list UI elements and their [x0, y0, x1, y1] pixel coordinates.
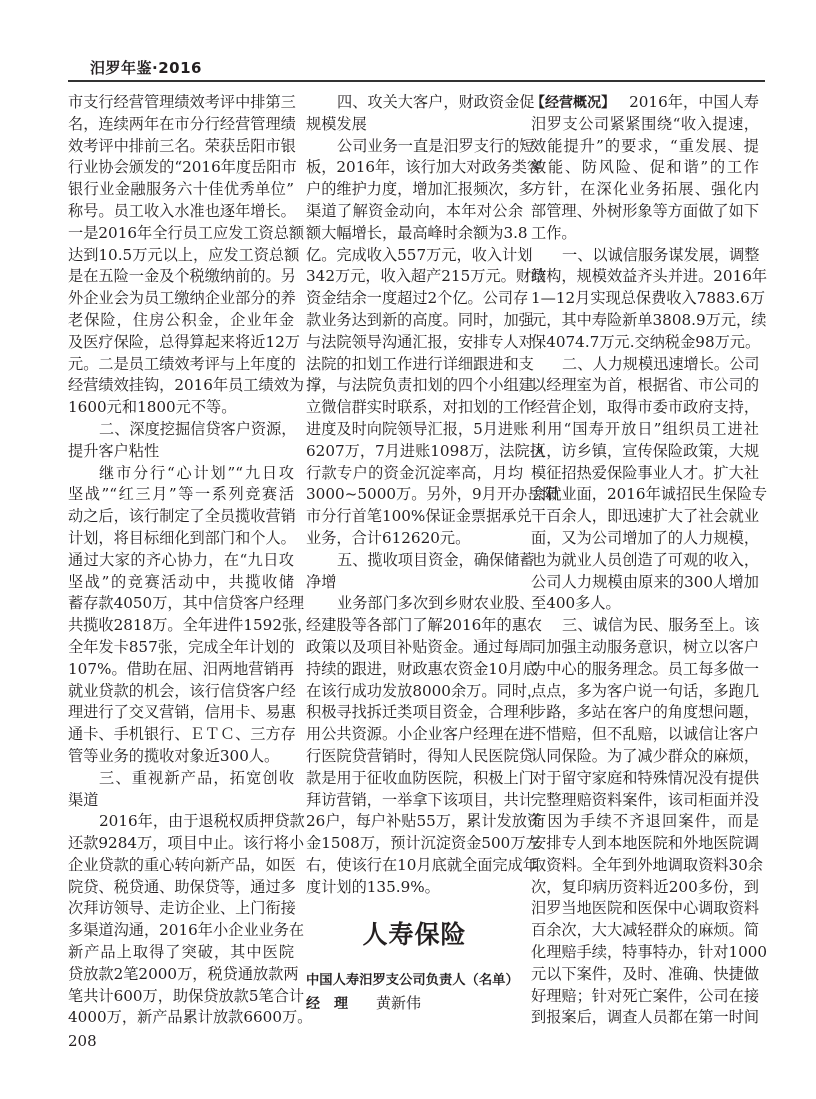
text-line [68, 288, 294, 310]
text-line [306, 506, 532, 528]
text-line [68, 1007, 313, 1029]
line-text: 公司人力规模由原来的300人增加 [531, 572, 759, 591]
line-text: 及医疗保险，总得算起来将近12万 [68, 332, 300, 351]
line-text: 院贷、税贷通、助保贷等，通过多 [68, 877, 296, 896]
line-text: 坚战”的竞赛活动中，共揽收储 [68, 572, 294, 591]
line-text: 区，访乡镇，宣传保险政策，大规 [531, 441, 759, 460]
line-text: 渠道 [68, 790, 99, 809]
header-rule [68, 80, 765, 82]
text-line [306, 223, 528, 245]
line-text: 保4074.7万元.交纳税金98万元。 [531, 332, 761, 351]
text-line [306, 114, 523, 136]
line-text: 资金结余一度超过2个亿。公司存 [306, 289, 529, 308]
line-text: 提升客户粘性 [68, 441, 160, 460]
text-line [306, 877, 523, 899]
paragraph [306, 593, 543, 898]
paragraph [531, 92, 759, 245]
text-line [531, 637, 759, 659]
text-line [306, 266, 547, 288]
line-text: 部管理、外树形象等方面做了如下 [531, 201, 759, 220]
line-text: 到报案后，调查人员都在第一时间 [531, 1008, 759, 1027]
text-line [531, 593, 759, 615]
line-text: 市分行首笔100%保证金票据承兑 [306, 507, 532, 526]
roster [306, 970, 523, 1015]
text-line [531, 1007, 759, 1029]
text-line [531, 484, 768, 506]
line-text: 一、以诚信服务谋发展，调整 [562, 245, 760, 264]
text-line [531, 920, 759, 942]
line-text: 法院的扣划工作进行详细跟进和支 [306, 354, 534, 373]
text-line [531, 245, 759, 267]
text-line [306, 332, 534, 354]
text-line [531, 179, 759, 201]
line-text: 经营企划，取得市委市政府支持， [531, 398, 759, 417]
line-text: 市支行经营管理绩效考评中排第三 [68, 93, 296, 111]
paragraph [68, 463, 313, 768]
text-line [531, 419, 759, 441]
text-column-3 [531, 92, 768, 1029]
line-text: 安排专人到本地医院和外地医院调 [531, 834, 759, 853]
text-line [531, 659, 759, 681]
line-text: 2016年，中国人寿 [629, 93, 759, 111]
text-line [68, 441, 294, 463]
line-text: 款是用于征收血防医院，积极上门 [306, 768, 534, 787]
line-text: 笔共计600万，助保贷放款5笔合计 [68, 986, 305, 1005]
text-line [306, 397, 534, 419]
line-text: 进度及时向院领导汇报，5月进账 [306, 419, 529, 438]
text-line [68, 898, 294, 920]
line-text: 业务部门多次到乡财农业股、 [337, 594, 535, 613]
text-line [68, 114, 294, 136]
line-text: 方针，在深化业务拓展、强化内 [531, 180, 759, 199]
text-line [306, 572, 523, 594]
line-text: 4000万，新产品累计放款6600万。 [68, 1008, 313, 1027]
text-line [531, 310, 767, 332]
text-line [68, 572, 294, 594]
line-text: 司加强主动服务意识，树立以客户 [531, 637, 759, 656]
paragraph [306, 550, 535, 594]
text-line [531, 768, 759, 790]
text-line [68, 92, 294, 114]
line-text: 外企业会为员工缴纳企业部分的养 [68, 289, 296, 308]
text-line [531, 157, 759, 179]
line-text: 称号。员工收入水准也逐年增长。 [68, 201, 296, 220]
line-text: 有因为手续不齐退回案件，而是 [531, 812, 759, 831]
text-line [68, 419, 297, 441]
text-line [306, 179, 534, 201]
line-text: 107%。借助在屈、汨两地营销再 [68, 659, 294, 678]
text-line [531, 790, 759, 812]
line-text: 一是2016年全行员工应发工资总额 [68, 223, 305, 242]
line-text: 经营绩效挂钩，2016年员工绩效为 [68, 376, 305, 395]
text-line [306, 659, 538, 681]
text-line [531, 855, 763, 877]
text-line [531, 681, 759, 703]
line-text: 汨罗支公司紧紧围绕“收入提速， [531, 114, 759, 133]
text-line [68, 855, 294, 877]
text-line [531, 223, 759, 245]
line-text: 效能、防风险、促和谐”的工作 [531, 158, 759, 177]
text-column-2 [306, 92, 558, 898]
line-text: 也为就业人员创造了可观的收入， [531, 550, 759, 569]
text-line [306, 637, 534, 659]
text-line [531, 615, 759, 637]
text-line [531, 746, 759, 768]
text-line [68, 790, 294, 812]
text-line [531, 266, 768, 288]
text-line [68, 659, 294, 681]
text-line [68, 768, 294, 790]
text-line [68, 397, 294, 419]
line-text: 还款9284万，项目中止。该行将小 [68, 834, 305, 853]
line-text: 达到10.5万元以上，应发工资总额 [68, 245, 300, 264]
line-text: 2016年，由于退税权质押贷款 [99, 812, 305, 831]
line-text: 认同保险。为了减少群众的麻烦， [531, 746, 759, 765]
paragraph [68, 419, 297, 463]
line-text: 二、人力规模迅速增长。公司 [562, 354, 760, 373]
line-text: 款业务达到新的高度。同时，加强 [306, 310, 534, 329]
paragraph [306, 136, 558, 550]
page-number: 208 [68, 1032, 97, 1050]
line-text: 全年发卡857张，完成全年计划的 [68, 637, 295, 656]
line-text: 五、揽收项目资金，确保储蓄 [337, 550, 535, 569]
line-text: 对于留守家庭和特殊情况没有提供 [531, 768, 759, 787]
line-text: 金1508万，预计沉淀资金500万左 [306, 834, 541, 853]
line-text: 模征招热爱保险事业人才。扩大社 [531, 463, 759, 482]
line-text: 新产品上取得了突破，其中医院 [68, 943, 294, 962]
line-text: 用公共资源。小企业客户经理在进 [306, 725, 534, 744]
line-text: 三、重视新产品，拓宽创收 [99, 768, 294, 787]
line-text: 多渠道沟通，2016年小企业业务在 [68, 921, 305, 940]
text-line [306, 419, 529, 441]
line-text: 3000~5000万。另外，9月开办岳阳 [306, 485, 558, 504]
line-text: 规模发展 [306, 114, 367, 133]
text-line [68, 942, 294, 964]
text-line [531, 877, 759, 899]
text-line [68, 223, 305, 245]
text-line [306, 310, 534, 332]
line-text: 为中心的服务理念。员工每多做一 [531, 659, 759, 678]
line-text: 次拜访领导、走访企业、上门衔接 [68, 899, 296, 918]
line-text: 6207万，7月进账1098万，法院执 [306, 441, 545, 460]
paragraph [68, 811, 313, 1029]
line-text: 是在五险一金及个税缴纳前的。另 [68, 267, 296, 286]
line-text: 面，又为公司增加了的人力规模， [531, 528, 759, 547]
text-line [531, 964, 759, 986]
text-line [306, 528, 523, 550]
text-line [531, 288, 766, 310]
text-line [306, 375, 534, 397]
text-line [68, 550, 294, 572]
roster-role: 经理 [306, 996, 362, 1012]
line-text: 老保险，住房公积金，企业年金 [68, 310, 294, 329]
line-text: 342万元，收入超产215万元。财政 [306, 267, 547, 286]
line-text: 汨罗当地医院和医保中心调取资料 [531, 899, 759, 918]
line-text: 动之后，该行制定了全员揽收营销 [68, 507, 296, 526]
line-text: 四、攻关大客户，财政资金促 [337, 93, 535, 111]
line-text: 业务，合计612620元。 [306, 528, 471, 547]
text-line [306, 702, 534, 724]
text-line [531, 724, 759, 746]
paragraph [68, 768, 294, 812]
text-line [306, 746, 534, 768]
text-line [306, 855, 538, 877]
line-text: 户的维护力度，增加汇报频次，多 [306, 180, 534, 199]
text-line [531, 898, 759, 920]
text-line [531, 986, 759, 1008]
text-line [531, 550, 759, 572]
text-line [531, 92, 759, 114]
roster-name: 黄新伟 [376, 994, 422, 1012]
line-text: 在该行成功发放8000余万。同时， [306, 681, 543, 700]
roster-row [306, 992, 523, 1015]
text-line [68, 354, 294, 376]
text-line [531, 528, 759, 550]
line-text: 坚战”“红三月”等一系列竞赛活 [68, 485, 294, 504]
line-text: 通卡、手机银行、ＥＴＣ、三方存 [68, 725, 296, 744]
line-text: 右，使该行在10月底就全面完成年 [306, 855, 538, 874]
line-text: 渠道了解资金动向，本年对公余 [306, 201, 523, 220]
line-text: 会就业面，2016年诚招民生保险专 [531, 485, 768, 504]
line-text: 化理赔手续，特事特办，针对1000 [531, 943, 768, 962]
line-text: 计划，将目标细化到部门和个人。 [68, 528, 296, 547]
line-text: 利用“国寿开放日”组织员工进社 [531, 419, 759, 438]
line-text: 共揽收2818万。全年进件1592张， [68, 616, 313, 635]
line-text: 蓄存款4050万，其中信贷客户经理 [68, 594, 305, 613]
text-line [68, 375, 305, 397]
line-text: 理进行了交叉营销，信用卡、易惠 [68, 703, 296, 722]
text-line [531, 354, 759, 376]
text-line [531, 114, 759, 136]
text-line [531, 811, 759, 833]
line-text: 次，复印病历资料近200多份，到 [531, 877, 759, 896]
line-text: 至400多人。 [531, 594, 621, 613]
line-text: 26户，每户补贴55万，累计发放资 [306, 812, 543, 831]
text-line [306, 550, 535, 572]
text-line [306, 768, 534, 790]
text-line [531, 375, 759, 397]
line-text: 1600元和1800元不等。 [68, 398, 237, 417]
paragraph [531, 615, 768, 1029]
text-line [306, 681, 543, 703]
paragraph [68, 92, 305, 419]
text-line [68, 702, 294, 724]
text-line [306, 615, 543, 637]
line-text: 行业协会颁发的“2016年度岳阳市 [68, 158, 297, 177]
line-text: 干百余人，即迅速扩大了社会就业 [531, 507, 759, 526]
section-title: 人寿保险 [362, 920, 467, 949]
text-line [306, 463, 523, 485]
text-line [68, 637, 294, 659]
text-line [68, 463, 294, 485]
text-line [68, 310, 294, 332]
text-line [306, 833, 541, 855]
line-text: 百余次，大大减轻群众的麻烦。简 [531, 921, 759, 940]
section-lead-label: 【经营概况】 [531, 95, 616, 111]
text-line [68, 245, 300, 267]
line-text: 管等业务的揽收对象近300人。 [68, 746, 280, 765]
line-text: 结构，规模效益齐头并进。2016年 [531, 267, 768, 286]
text-line [68, 746, 294, 768]
text-line [306, 354, 534, 376]
line-text: 1—12月实现总保费收入7883.6万 [531, 289, 766, 308]
line-text: 继市分行“心计划”“九日攻 [99, 463, 294, 482]
line-text: 公司业务一直是汨罗支行的短 [337, 136, 535, 155]
text-line [68, 201, 294, 223]
text-line [306, 201, 523, 223]
text-line [531, 506, 759, 528]
roster-title: 中国人寿汨罗支公司负责人（名单） [306, 973, 519, 988]
text-line [68, 724, 294, 746]
text-line [531, 572, 759, 594]
text-line [306, 593, 535, 615]
text-line [531, 441, 759, 463]
line-text: 板，2016年，该行加大对政务类客 [306, 158, 543, 177]
line-text: 不惜赔，但不乱赔，以诚信让客户 [531, 725, 759, 744]
text-line [531, 463, 759, 485]
line-text: 行医院贷营销时，得知人民医院贷 [306, 746, 534, 765]
line-text: 行款专户的资金沉淀率高，月均 [306, 463, 523, 482]
text-line [68, 179, 294, 201]
line-text: 以经理室为首，根据省、市公司的 [531, 376, 759, 395]
text-line [68, 136, 294, 158]
text-line [306, 288, 529, 310]
line-text: 拜访营销，一举拿下该项目，共计 [306, 790, 534, 809]
text-line [68, 986, 305, 1008]
line-text: 名，连续两年在市分行经营管理绩 [68, 114, 296, 133]
text-line [68, 811, 305, 833]
text-column-1 [68, 92, 313, 1029]
line-text: 元。二是员工绩效考评与上年度的 [68, 354, 296, 373]
text-line [68, 615, 313, 637]
line-text: 额大幅增长，最高峰时余额为3.8 [306, 223, 528, 242]
text-line [68, 877, 294, 899]
text-line [531, 397, 759, 419]
text-line [306, 157, 543, 179]
line-text: 二、深度挖掘信贷客户资源， [99, 419, 297, 438]
line-text: 政策以及项目补贴资金。通过每周 [306, 637, 534, 656]
line-text: 步路，多站在客户的角度想问题， [531, 703, 759, 722]
line-text: 企业贷款的重心转向新产品，如医 [68, 855, 296, 874]
text-line [68, 964, 299, 986]
text-line [306, 724, 534, 746]
line-text: 度计划的135.9%。 [306, 877, 440, 896]
text-line [531, 201, 759, 223]
text-line [306, 790, 534, 812]
text-line [68, 484, 294, 506]
text-line [68, 506, 294, 528]
text-line [68, 833, 305, 855]
line-text: 经建股等各部门了解2016年的惠农 [306, 616, 543, 635]
text-line [68, 266, 294, 288]
line-text: 立微信群实时联系，对扣划的工作 [306, 398, 534, 417]
paragraph [306, 92, 535, 136]
text-line [306, 484, 558, 506]
line-text: 撑，与法院负责扣划的四个小组建 [306, 376, 534, 395]
text-line [306, 245, 533, 267]
text-line [531, 702, 759, 724]
line-text: 净增 [306, 572, 337, 591]
paragraph [531, 354, 768, 616]
line-text: 点点，多为客户说一句话，多跑几 [531, 681, 759, 700]
line-text: 就业贷款的机会，该行信贷客户经 [68, 681, 296, 700]
line-text: 贷放款2笔2000万，税贷通放款两 [68, 964, 299, 983]
text-line [68, 681, 294, 703]
line-text: 效能提升”的要求，“重发展、提 [531, 136, 759, 155]
line-text: 元，其中寿险新单3808.9万元，续 [531, 310, 767, 329]
line-text: 通过大家的齐心协力，在“九日攻 [68, 550, 294, 569]
line-text: 效考评中排前三名。荣获岳阳市银 [68, 136, 296, 155]
text-line [68, 332, 300, 354]
text-line [68, 528, 294, 550]
line-text: 完整理赔资料案件，该司柜面并没 [531, 790, 759, 809]
text-line [531, 942, 768, 964]
text-line [306, 92, 535, 114]
text-line [68, 593, 305, 615]
text-line [306, 811, 543, 833]
line-text: 银行业金融服务六十佳优秀单位” [68, 180, 294, 199]
paragraph [531, 245, 768, 354]
text-line [68, 157, 297, 179]
line-text: 三、诚信为民、服务至上。该 [562, 616, 760, 635]
line-text: 积极寻找拆迁类项目资金，合理利 [306, 703, 534, 722]
line-text: 好理赔；针对死亡案件，公司在接 [531, 986, 759, 1005]
text-line [531, 136, 759, 158]
text-line [306, 136, 535, 158]
text-line [531, 833, 759, 855]
text-line [68, 920, 305, 942]
line-text: 工作。 [531, 223, 577, 242]
line-text: 与法院领导沟通汇报，安排专人对 [306, 332, 534, 351]
text-line [531, 332, 759, 354]
text-line [306, 441, 545, 463]
line-text: 亿。完成收入557万元，收入计划 [306, 245, 533, 264]
line-text: 取资料。全年到外地调取资料30余 [531, 855, 763, 874]
line-text: 元以下案件，及时、准确、快捷做 [531, 964, 759, 983]
line-text: 持续的跟进，财政惠农资金10月底 [306, 659, 538, 678]
running-header: 汨罗年鉴·2016 [90, 59, 202, 77]
